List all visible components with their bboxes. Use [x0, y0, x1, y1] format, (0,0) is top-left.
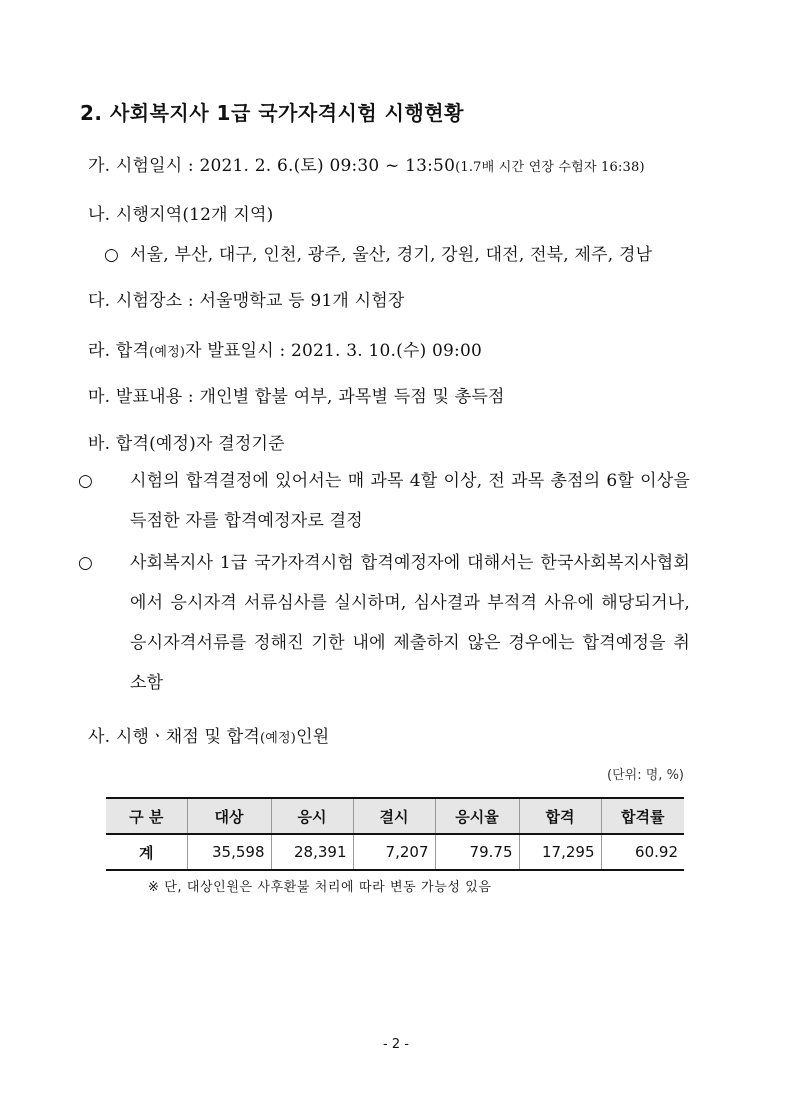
circle-bullet-icon: ○: [78, 553, 94, 573]
pass-criteria-body: 시험의 합격결정에 있어서는 매 과목 4할 이상, 전 과목 총점의 6할 이상을 득점한 자를 합격예정자로 결정: [130, 471, 690, 531]
row-total-label: 계: [139, 843, 154, 862]
header-passed: 합격: [519, 798, 601, 834]
item-ba: 바. 합격(예정)자 결정기준: [88, 434, 285, 454]
cell-passed: 17,295: [519, 834, 601, 870]
footnote: ※ 단, 대상인원은 사후환불 처리에 따라 변동 가능성 있음: [148, 880, 492, 895]
item-na: 나. 시행지역(12개 지역): [88, 205, 274, 225]
item-ra-value: 자 발표일시 : 2021. 3. 10.(수) 09:00: [185, 341, 483, 361]
pass-criteria-text: [78, 461, 690, 541]
item-ra-label: 라. 합격: [88, 341, 150, 361]
item-da: 다. 시험장소 : 서울맹학교 등 91개 시험장: [88, 291, 405, 311]
header-applied: 응시: [271, 798, 353, 834]
item-ga-note: (1.7배 시간 연장 수험자 16:38): [455, 160, 645, 175]
header-pass-rate: 합격률: [601, 798, 684, 834]
circle-bullet-icon: ○: [78, 471, 94, 491]
region-list: 서울, 부산, 대구, 인천, 광주, 울산, 경기, 강원, 대전, 전북, 제주, 경남: [130, 245, 653, 265]
item-sa-label-end: 인원: [296, 727, 330, 747]
item-ma: 마. 발표내용 : 개인별 합불 여부, 과목별 득점 및 총득점: [88, 387, 505, 407]
cell-applied: 28,391: [271, 834, 353, 870]
table-row: [106, 834, 684, 870]
eligibility-review-body: 사회복지사 1급 국가자격시험 합격예정자에 대해서는 한국사회복지사협회에서 응시자격 서류심사를 실시하며, 심사결과 부적격 사유에 해당되거나, 응시자격서류를 정해진 기한 내에 제출하지 않은 경우에는 합격예정을 취소함: [130, 553, 690, 693]
section-heading: 2. 사회복지사 1급 국가자격시험 시행현황: [80, 101, 464, 125]
table-header-row: [106, 798, 684, 834]
unit-note: (단위: 명, %): [607, 768, 684, 783]
item-ra-small: (예정): [149, 345, 186, 360]
item-na-bullet: [104, 240, 652, 265]
header-category: 구 분: [106, 798, 187, 834]
item-ba-bullet-2: [78, 543, 690, 703]
eligibility-review-text: [78, 543, 690, 703]
item-ra: [88, 336, 482, 361]
cell-application-rate: 79.75: [435, 834, 519, 870]
header-eligible: 대상: [187, 798, 271, 834]
item-ba-bullet-1: [78, 461, 690, 541]
page-number: - 2 -: [383, 1037, 409, 1052]
item-sa-small: (예정): [260, 731, 297, 746]
header-application-rate: 응시율: [435, 798, 519, 834]
item-sa-label: 사. 시행ㆍ채점 및 합격: [88, 727, 261, 747]
header-absent: 결시: [353, 798, 435, 834]
item-ga: [88, 151, 645, 176]
circle-bullet-icon: ○: [104, 245, 120, 265]
cell-pass-rate: 60.92: [601, 834, 684, 870]
exam-stats-table: [106, 797, 684, 871]
item-sa: [88, 722, 329, 747]
item-ga-main: 가. 시험일시 : 2021. 2. 6.(토) 09:30 ~ 13:50: [88, 156, 456, 176]
cell-absent: 7,207: [353, 834, 435, 870]
cell-eligible: 35,598: [187, 834, 271, 870]
